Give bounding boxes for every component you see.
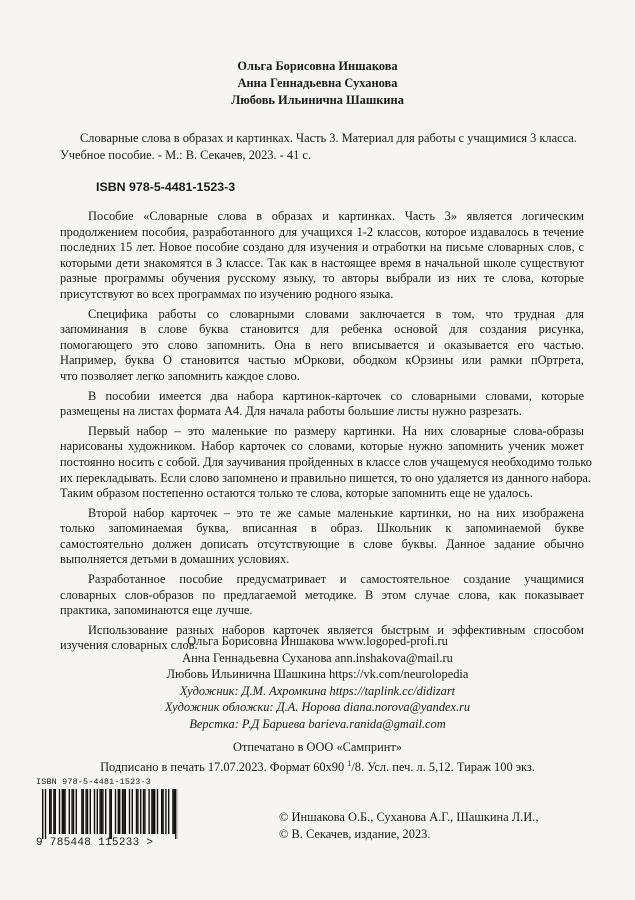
- text-line: Разработанное пособие предусматривает и самостоятельное создание учащимися: [88, 572, 584, 587]
- barcode-bar: [45, 789, 46, 839]
- text-line: Первый набор – это маленькие по размеру картинки. На них словарные слова-образы: [88, 423, 584, 438]
- barcode: [36, 777, 186, 853]
- text-line: практика, запоминаются еще лучше.: [60, 603, 253, 618]
- barcode-bar: [109, 789, 110, 839]
- text-line: словарных слов-образов по предлагаемой методике. В этом случае слова, как показывает: [60, 587, 584, 602]
- text-line: присутствуют во всех программах по изучению родного языка.: [60, 286, 394, 301]
- authors-block: [0, 58, 635, 109]
- bibliographic-description: [60, 130, 590, 164]
- barcode-bar: [69, 789, 70, 834]
- barcode-bar: [172, 789, 173, 834]
- credit-line: Художник: Д.М. Ахромкина https://taplink.cc/didizart: [179, 683, 456, 698]
- biblio-line: Учебное пособие. - М.: В. Секачев, 2023. - 41 с.: [60, 148, 311, 162]
- text-line: самостоятельно должен дописать отсутствующие в слове буквы. Данное задание обычно: [60, 536, 584, 551]
- barcode-bar: [83, 789, 84, 834]
- credits-block: [0, 633, 635, 732]
- text-line: разные программы обучения русскому языку, то авторы выбрали из них те слова, которые: [60, 271, 584, 286]
- signed-prefix: Подписано в печать 17.07.2023. Формат 60x90: [100, 759, 345, 774]
- barcode-bar: [175, 789, 176, 839]
- text-line: запоминания в слове буква становится для ребенка основой для создания рисунка,: [60, 322, 584, 337]
- printed-at: Отпечатано в ООО «Сампринт»: [233, 740, 402, 754]
- text-line: продолжением пособия, разработанного для учащихся 1-2 классов, которое издавалось в течение: [60, 224, 584, 239]
- barcode-bar: [76, 789, 77, 834]
- barcode-bar: [174, 789, 175, 834]
- text-line: Таким образом постепенно остаются только те слова, которые запомнить еще не удалось.: [60, 486, 533, 501]
- text-line: только запоминаемая буква, вписанная в образ. Школьник к запоминаемой букве: [60, 521, 584, 536]
- author-name: Анна Геннадьевна Суханова: [237, 76, 398, 90]
- barcode-bar: [81, 789, 82, 834]
- barcode-bar: [90, 789, 91, 834]
- barcode-bars-icon: [38, 789, 178, 839]
- copyright-block: [279, 809, 538, 843]
- barcode-bar: [111, 789, 112, 839]
- credit-line: Художник обложки: Д.А. Норова diana.norova@yandex.ru: [164, 700, 471, 714]
- barcode-bar: [144, 789, 145, 834]
- text-line: размещены на листах формата А4. Для начала работы большие листы нужно разрезать.: [60, 404, 522, 419]
- print-info: [0, 739, 635, 775]
- barcode-bar: [153, 789, 154, 834]
- text-line: их перекладывать. Если слово запомнено и правильно пишется, то оно удаляется из данного набора.: [60, 470, 592, 485]
- barcode-bar: [59, 789, 60, 834]
- text-line: которыми дети знакомятся в 3 классе. Так как в настоящее время в начальной школе существуют: [60, 255, 584, 270]
- barcode-bar: [73, 789, 74, 834]
- barcode-bar: [63, 789, 64, 834]
- barcode-bar: [99, 789, 100, 834]
- barcode-bar: [154, 789, 155, 834]
- paragraph: [60, 209, 584, 303]
- text-line: Пособие «Словарные слова в образах и картинках. Часть 3» является логическим: [88, 209, 584, 223]
- copyright-line: © В. Секачев, издание, 2023.: [279, 827, 431, 841]
- author-name: Любовь Ильинична Шашкина: [231, 93, 404, 107]
- barcode-bar: [71, 789, 72, 834]
- text-line: постоянно носить с собой. Для заучивания пройденных в классе слов учащемуся необходимо только: [60, 454, 592, 469]
- barcode-bar: [125, 789, 126, 834]
- signed-suffix: /8. Усл. печ. л. 5,12. Тираж 100 экз.: [351, 759, 535, 774]
- barcode-bar: [62, 789, 63, 834]
- isbn-number: ISBN 978-5-4481-1523-3: [96, 180, 236, 194]
- barcode-bar: [119, 789, 120, 834]
- barcode-bar: [118, 789, 119, 834]
- text-line: выполняется детьми в домашних условиях.: [60, 552, 290, 567]
- text-line: В пособии имеется два набора картинок-карточек со словарными словами, которые: [88, 388, 584, 403]
- barcode-bar: [94, 789, 95, 834]
- credit-line: Любовь Ильинична Шашкина https://vk.com/neurolopedia: [166, 667, 469, 681]
- text-line: Специфика работы со словарными словами заключается в том, что трудная для: [88, 306, 584, 321]
- barcode-bar: [161, 789, 162, 834]
- text-line: помогающего это слово запомнить. Она в него вписывается и оказывается его частью.: [60, 337, 584, 352]
- biblio-line: Словарные слова в образах и картинках. Часть 3. Материал для работы с учащимися 3 класса.: [80, 131, 577, 145]
- barcode-bar: [157, 789, 158, 834]
- barcode-bar: [143, 789, 144, 834]
- author-name: Ольга Борисовна Иншакова: [237, 59, 398, 73]
- text-line: последних 15 лет. Новое пособие создано для изучения и отработки на письме словарных слов, с: [60, 240, 584, 255]
- barcode-bar: [129, 789, 130, 834]
- annotation-text: [60, 209, 592, 658]
- barcode-bar: [97, 789, 98, 834]
- barcode-bar: [132, 789, 133, 834]
- credit-line: Анна Геннадьевна Суханова ann.inshakova@mail.ru: [182, 650, 453, 665]
- barcode-bar: [102, 789, 103, 834]
- paragraph: [60, 506, 584, 568]
- barcode-bar: [165, 789, 166, 834]
- barcode-bar: [55, 789, 56, 834]
- barcode-bar: [122, 789, 123, 834]
- paragraph: [60, 572, 584, 619]
- text-line: изучения словарных слов.: [60, 638, 198, 653]
- text-line: Использование разных наборов карточек является быстрым и эффективным способом: [88, 622, 584, 637]
- barcode-bar: [101, 789, 102, 834]
- barcode-bar: [87, 789, 88, 834]
- paragraph: [60, 423, 592, 502]
- barcode-bar: [115, 789, 116, 834]
- text-line: Например, буква О становится частью мОркови, ободком кОрзины или рамки пОртрета,: [60, 353, 584, 368]
- barcode-bar: [105, 789, 106, 834]
- signed-info: [0, 756, 635, 776]
- barcode-bar: [168, 789, 169, 834]
- text-line: нарисованы художником. Набор карточек со словами, которые нужно запомнить ученик может: [60, 439, 584, 454]
- credit-line: Верстка: Р.Д Бариева barieva.ranida@gmail.com: [189, 716, 446, 731]
- barcode-bar: [137, 789, 138, 834]
- text-line: Второй набор карточек – это те же самые маленькие картинки, но на них изображена: [88, 505, 584, 520]
- barcode-bar: [148, 789, 149, 834]
- barcode-bar: [151, 789, 152, 834]
- barcode-bar: [85, 789, 86, 834]
- barcode-bar: [42, 789, 43, 839]
- barcode-bar: [50, 789, 51, 834]
- text-line: что позволяет легко запомнить каждое слово.: [60, 368, 300, 383]
- paragraph: [60, 307, 584, 385]
- barcode-bar: [123, 789, 124, 834]
- barcode-bar: [64, 789, 65, 834]
- barcode-bar: [140, 789, 141, 834]
- format-superscript: 1: [347, 758, 352, 768]
- barcode-bar: [49, 789, 50, 834]
- barcode-isbn-label: ISBN 978-5-4481-1523-3: [36, 777, 151, 787]
- barcode-bar: [162, 789, 163, 834]
- paragraph: [60, 389, 584, 420]
- copyright-line: © Иншакова О.Б., Суханова А.Г., Шашкина Л.И.,: [279, 810, 539, 824]
- barcode-bar: [53, 789, 54, 834]
- credit-line: Ольга Борисовна Иншакова www.logoped-profi.ru: [187, 634, 448, 648]
- barcode-bar: [136, 789, 137, 834]
- barcode-digits: 9 785448 115233 >: [36, 837, 154, 849]
